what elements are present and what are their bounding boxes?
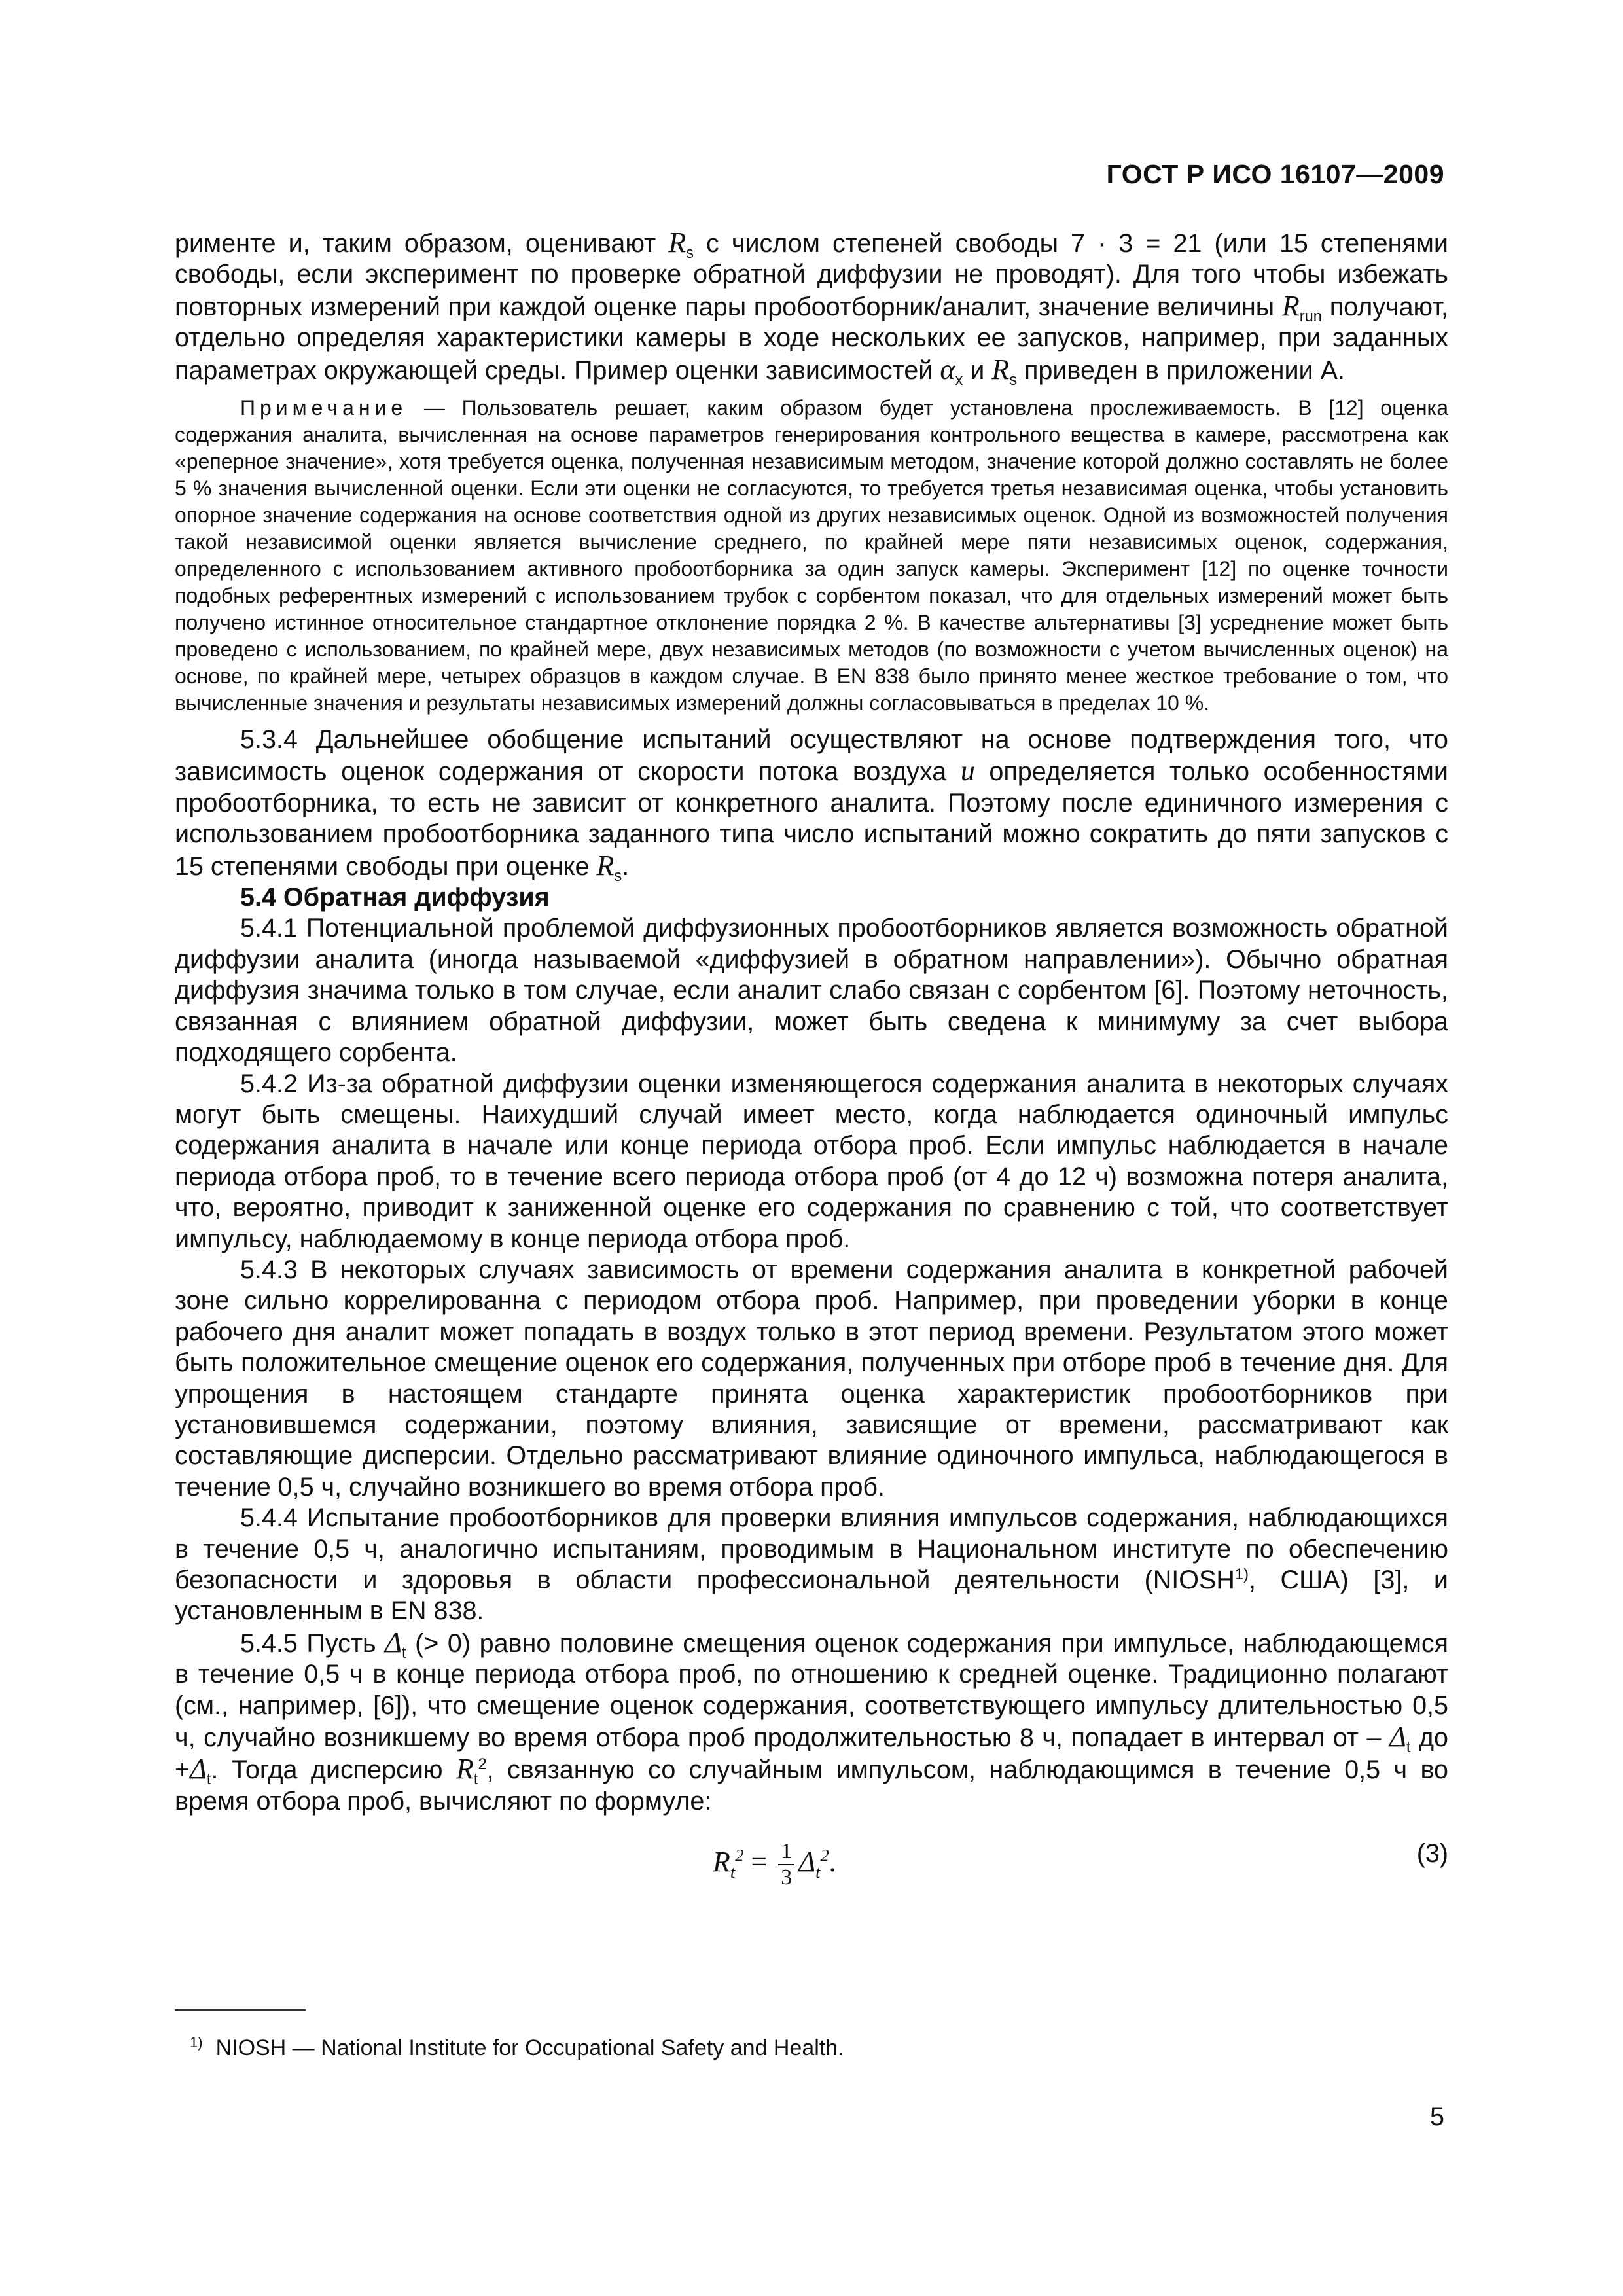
paragraph-continuation: рименте и, таким образом, оценивают $R_s$ с числом степеней свободы 7 · 3 = 21 (или 15 степенями свободы, если эксперимент по проверке обратной диффузии не проводят). Для того чтобы избежать повторных измерений при каждой оценке пары пробоотборник/аналит, значение величины $R_{run}$ получают, отдельно определяя характеристики камеры в ходе нескольких ее запусков, например, при заданных параметрах окружающей среды. Пример оценки зависимостей $\alpha_x$ и $R_s$ приведен в приложении А. — [175, 226, 1448, 389]
equation-number: (3) — [1416, 1839, 1448, 1869]
footnote-ref: 1) — [1234, 1566, 1249, 1583]
clause-5-4-2: 5.4.2 Из-за обратной диффузии оценки изменяющегося содержания аналита в некоторых случаях могут быть смещены. Наихудший случай имеет место, когда наблюдается одиночный импульс содержания аналита в начале или конце периода отбора проб. Если импульс наблюдается в начале периода отбора проб, то в течение всего периода отбора проб (от 4 до 12 ч) возможна потеря аналита, что, вероятно, приводит к заниженной оценке его содержания по сравнению с той, что соответствует импульсу, наблюдаемому в конце периода отбора проб. — [175, 1069, 1448, 1253]
standard-header: ГОСТ Р ИСО 16107—2009 — [1106, 159, 1444, 189]
clause-5-4-3: 5.4.3 В некоторых случаях зависимость от времени содержания аналита в конкретной рабочей зоне сильно коррелированна с периодом отбора проб. Например, при проведении уборки в конце рабочего дня аналит может попадать в воздух только в этот период времени. Результатом этого может быть положительное смещение оценок его содержания, полученных при отборе проб в течение дня. Для упрощения в настоящем стандарте принята оценка характеристик пробоотборников при установившемся содержании, поэтому влияния, зависящие от времени, рассматривают как составляющие дисперсии. Отдельно рассматривают влияние одиночного импульса, наблюдающегося в течение 0,5 ч, случайно возникшего во время отбора проб. — [175, 1255, 1448, 1501]
clause-5-4-1: 5.4.1 Потенциальной проблемой диффузионных пробоотборников является возможность обратной диффузии аналита (иногда называемой «диффузией в обратном направлении»). Обычно обратная диффузия значима только в том случае, если аналит слабо связан с сорбентом [6]. Поэтому неточность, связанная с влиянием обратной диффузии, может быть сведена к минимуму за счет выбора подходящего сорбента. — [175, 914, 1448, 1067]
footnote-divider — [175, 2009, 306, 2011]
footnote-text: NIOSH — National Institute for Occupational Safety and Health. — [215, 2036, 844, 2060]
clause-5-3-4: 5.3.4 Дальнейшее обобщение испытаний осуществляют на основе подтверждения того, что зависимость оценок содержания от скорости потока воздуха u определяется только особенностями пробоотборника, то есть не зависит от конкретного аналита. Поэтому после единичного измерения с использованием пробоотборника заданного типа число испытаний можно сократить до пяти запусков с 15 степенями свободы при оценке $R_s$. — [175, 725, 1448, 885]
clause-5-4-4: 5.4.4 Испытание пробоотборников для проверки влияния импульсов содержания, наблюдающихся в течение 0,5 ч, аналогично испытаниям, проводимым в Национальном институте по обеспечению безопасности и здоровья в области профессиональной деятельности (NIOSH$^{1)}$, США) [3], и установленным в EN 838. — [175, 1503, 1448, 1626]
document-body — [175, 227, 1448, 1910]
note-paragraph: Примечание — Пользователь решает, каким образом будет установлена прослеживаемость. В [12] оценка содержания аналита, вычисленная на основе параметров генерирования контрольного вещества в камере, рассмотрена как «реперное значение», хотя требуется оценка, полученная независимым методом, значение которой должно составлять не более 5 % значения вычисленной оценки. Если эти оценки не согласуются, то требуется третья независимая оценка, чтобы установить опорное значение содержания на основе соответствия одной из других независимых оценок. Одной из возможностей получения такой независимой оценки является вычисление среднего, по крайней мере пяти независимых оценок, содержания, определенного с использованием активного пробоотборника за один запуск камеры. Эксперимент [12] по оценке точности подобных референтных измерений с использованием трубок с сорбентом показал, что для отдельных измерений может быть получено истинное относительное стандартное отклонение порядка 2 %. В качестве альтернативы [3] усреднение может быть проведено с использованием, по крайней мере, двух независимых методов (по возможности с учетом вычисленных оценок) на основе, по крайней мере, четырех образцов в каждом случае. В EN 838 было принято менее жесткое требование о том, что вычисленные значения и результаты независимых измерений должны согласовываться в пределах 10 %. — [175, 396, 1448, 715]
formula-expression: $R_t^2$ = $\frac{1}{3}$ $\Delta_t^2$. — [713, 1839, 836, 1890]
note-label: Примечание — [240, 396, 408, 420]
fraction: $\frac{1}{3}$ — [778, 1839, 794, 1890]
formula-3 — [175, 1833, 1448, 1910]
footnote-marker: 1) — [190, 2034, 203, 2051]
footnote — [190, 2036, 844, 2061]
section-title-5-4: 5.4 Обратная диффузия — [240, 883, 550, 912]
page-number: 5 — [1430, 2102, 1444, 2131]
clause-5-4-5: 5.4.5 Пусть $\Delta_t$ (> 0) равно половине смещения оценок содержания при импульсе, наблюдающемся в течение 0,5 ч в конце периода отбора проб, по отношению к средней оценке. Традиционно полагают (см., например, [6]), что смещение оценок содержания, соответствующего импульсу длительностью 0,5 ч, случайно возникшему во время отбора проб продолжительностью 8 ч, попадает в интервал от – $\Delta_t$ до $+\Delta_t$. Тогда дисперсию $R_t^2$, связанную со случайным импульсом, наблюдающимся в течение 0,5 ч во время отбора проб, вычисляют по формуле: — [175, 1626, 1449, 1816]
